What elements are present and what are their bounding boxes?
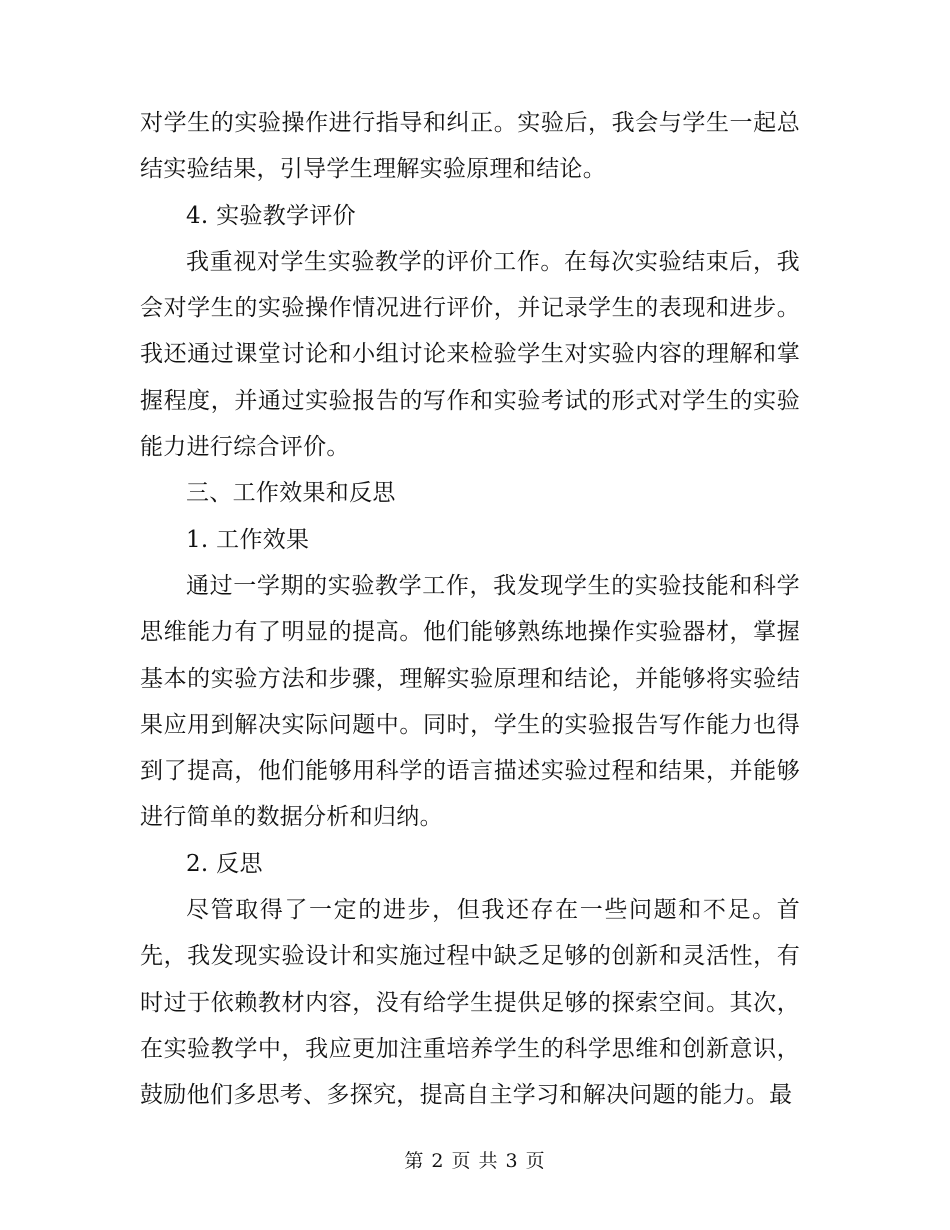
section-heading-results-reflection: 三、工作效果和反思	[186, 480, 396, 507]
paragraph-continued: 对学生的实验操作进行指导和纠正。实验后，我会与学生一起总结实验结果，引导学生理解实验原理和结论。	[140, 110, 800, 183]
paragraph-evaluation: 我重视对学生实验教学的评价工作。在每次实验结束后，我会对学生的实验操作情况进行评价，并记录学生的表现和进步。我还通过课堂讨论和小组讨论来检验学生对实验内容的理解和掌握程度，并通过实验报告的写作和实验考试的形式对学生的实验能力进行综合评价。	[140, 248, 800, 461]
section-heading-reflection: 2. 反思	[186, 850, 263, 877]
section-heading-work-results: 1. 工作效果	[186, 526, 310, 553]
document-body	[140, 100, 800, 1119]
section-heading-evaluation: 4. 实验教学评价	[186, 202, 356, 229]
paragraph-work-results: 通过一学期的实验教学工作，我发现学生的实验技能和科学思维能力有了明显的提高。他们能够熟练地操作实验器材，掌握基本的实验方法和步骤，理解实验原理和结论，并能够将实验结果应用到解决实际问题中。同时，学生的实验报告写作能力也得到了提高，他们能够用科学的语言描述实验过程和结果，并能够进行简单的数据分析和归纳。	[140, 572, 800, 831]
paragraph-reflection: 尽管取得了一定的进步，但我还存在一些问题和不足。首先，我发现实验设计和实施过程中缺乏足够的创新和灵活性，有时过于依赖教材内容，没有给学生提供足够的探索空间。其次，在实验教学中，我应更加注重培养学生的科学思维和创新意识，鼓励他们多思考、多探究，提高自主学习和解决问题的能力。最	[140, 897, 800, 1109]
page-footer: 第 2 页 共 3 页	[404, 1150, 546, 1172]
